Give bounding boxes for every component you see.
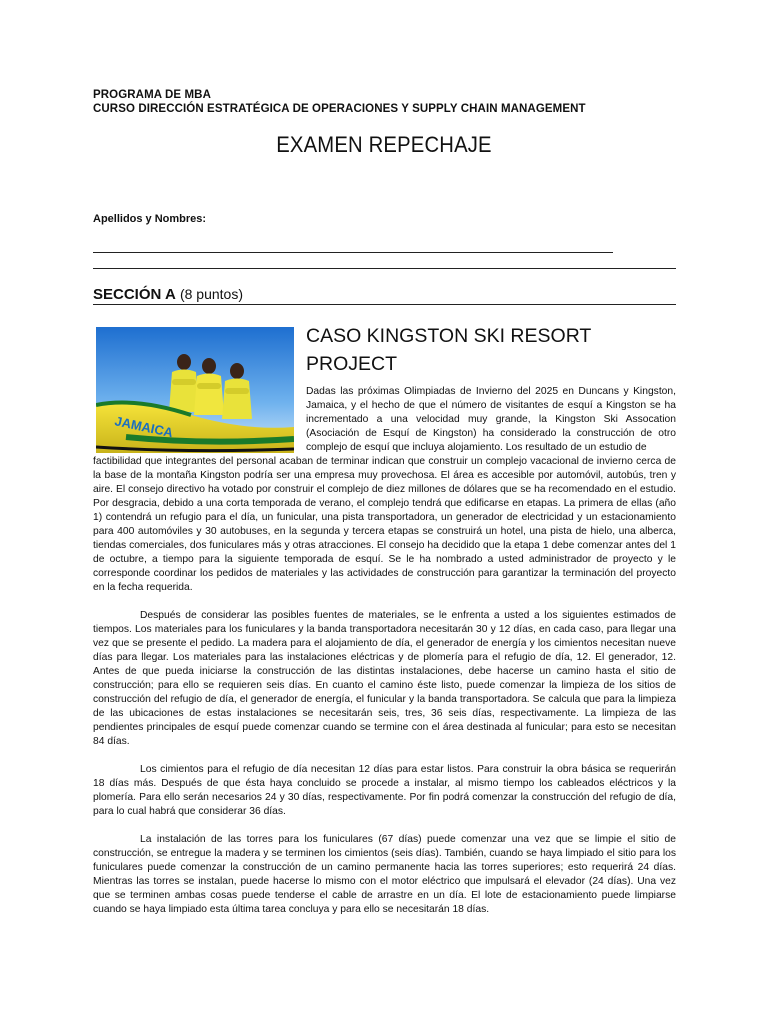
jamaica-bobsled-photo	[96, 327, 294, 453]
section-name: SECCIÓN A	[93, 286, 176, 303]
name-line-2	[93, 268, 676, 269]
section-points: (8 puntos)	[179, 286, 244, 302]
case-intro-paragraph-bottom: factibilidad que integrantes del personal acaban de terminar indican que construir un complejo vacacional de invierno cerca de la base de la montaña Kingston podría ser una empresa muy provechosa. El área es accesible por automóvil, autobús, tren y aire. El consejo directivo ha votado por construir el complejo de diez millones de dólares que se ha recomendado en el estudio. Por desgracia, debido a una corta temporada de verano, el complejo tendrá que edificarse en etapas. La primera de ellas (año 1) contendrá un refugio para el día, un funicular, una pista transportadora, un generador de electricidad y un estacionamiento para 400 automóviles y 30 autobuses, en la segunda y tercera etapas se construirá un hotel, una pista de hielo, una alberca, tiendas comerciales, dos funiculares más y otras atracciones. El consejo ha decidido que la etapa 1 debe comenzar antes del 1 de octubre, a tiempo para la siguiente temporada de esquí. Se le ha nombrado a usted administrador de proyecto y le corresponde coordinar los pedidos de materiales y las actividades de construcción para garantizar la terminación del proyecto en la fecha requerida.	[93, 456, 676, 593]
case-title: CASO KINGSTON SKI RESORT PROJECT	[306, 325, 591, 375]
name-line-1	[93, 252, 613, 253]
student-name-label: Apellidos y Nombres:	[93, 213, 207, 225]
foundations-paragraph	[93, 763, 676, 819]
materials-paragraph	[93, 609, 676, 749]
program-heading: PROGRAMA DE MBA	[93, 89, 211, 101]
bobsled-illustration	[96, 327, 294, 453]
sled-jamaica-text: JAMAICA	[113, 413, 175, 441]
case-intro-paragraph-top: Dadas las próximas Olimpiadas de Invierno del 2025 en Duncans y Kingston, Jamaica, y el hecho de que el número de visitantes de esquí a Kingston se ha incrementado a una velocidad muy grande, la Kingston Ski Assocation (Asociación de Esquí de Kingston) ha considerado la construcción de otro complejo de esquí que incluya alojamiento. Los resultado de un estudio de	[306, 386, 676, 453]
section-heading	[93, 286, 243, 303]
materials-text: Después de considerar las posibles fuentes de materiales, se le enfrenta a usted a los siguientes estimados de tiempos. Los materiales para los funiculares y la banda transportadora necesitarán 30 y 12 días, en cada caso, para llegar una vez que se presente el pedido. La madera para el alojamiento de día, el generador de energía y los cimientos necesitan nueve días para llegar. Los materiales para las instalaciones eléctricas y de plomería para el refugio de día, 12. El generador, 12. Antes de que pueda iniciarse la construcción de las distintas instalaciones, debe hacerse un camino hasta el sitio de construcción; para ello se requieren seis días. En cuanto el camino éste listo, puede comenzar la limpieza de los sitios de construcción del refugio de día, el generador de energía, el funicular y la banda transportadora. Se calcula que para la limpieza de las ubicaciones de estas instalaciones se necesitarán seis, tres, 36 seis días, respectivamente. La limpieza de las pendientes principales de esquí puede comenzar cuando se termine con el área destinada al funicular; para esto se necesitan 84 días.	[93, 610, 676, 747]
towers-paragraph	[93, 833, 676, 917]
exam-title: EXAMEN REPECHAJE	[276, 132, 492, 157]
towers-text: La instalación de las torres para los funiculares (67 días) puede comenzar una vez que se limpie el sitio de construcción, se entregue la madera y se terminen los cimientos (seis días). También, cuando se haya limpiado el sitio para los funiculares puede comenzar la construcción de un camino permanente hacia las torres superiores; esto requerirá 24 días. Mientras las torres se instalan, puede hacerse lo mismo con el motor eléctrico que impulsará el elevador (24 días). Una vez que se terminen ambas cosas puede tenderse el cable de arrastre en un día. El lote de estacionamiento puede limpiarse cuando se haya limpiado esta última tarea concluya y para ello se necesitarán 18 días.	[93, 834, 676, 915]
section-rule	[93, 304, 676, 305]
foundations-text: Los cimientos para el refugio de día necesitan 12 días para estar listos. Para construir la obra básica se requerirán 18 días más. Después de que ésta haya concluido se procede a instalar, al mismo tiempo los cableados eléctricos y la plomería. Para ello serán necesarios 24 y 30 días, respectivamente. Por fin podrá comenzar la construcción del refugio de día, para lo cual habrá que considerar 36 días.	[93, 764, 676, 817]
course-heading: CURSO DIRECCIÓN ESTRATÉGICA DE OPERACIONES Y SUPPLY CHAIN MANAGEMENT	[93, 103, 586, 115]
